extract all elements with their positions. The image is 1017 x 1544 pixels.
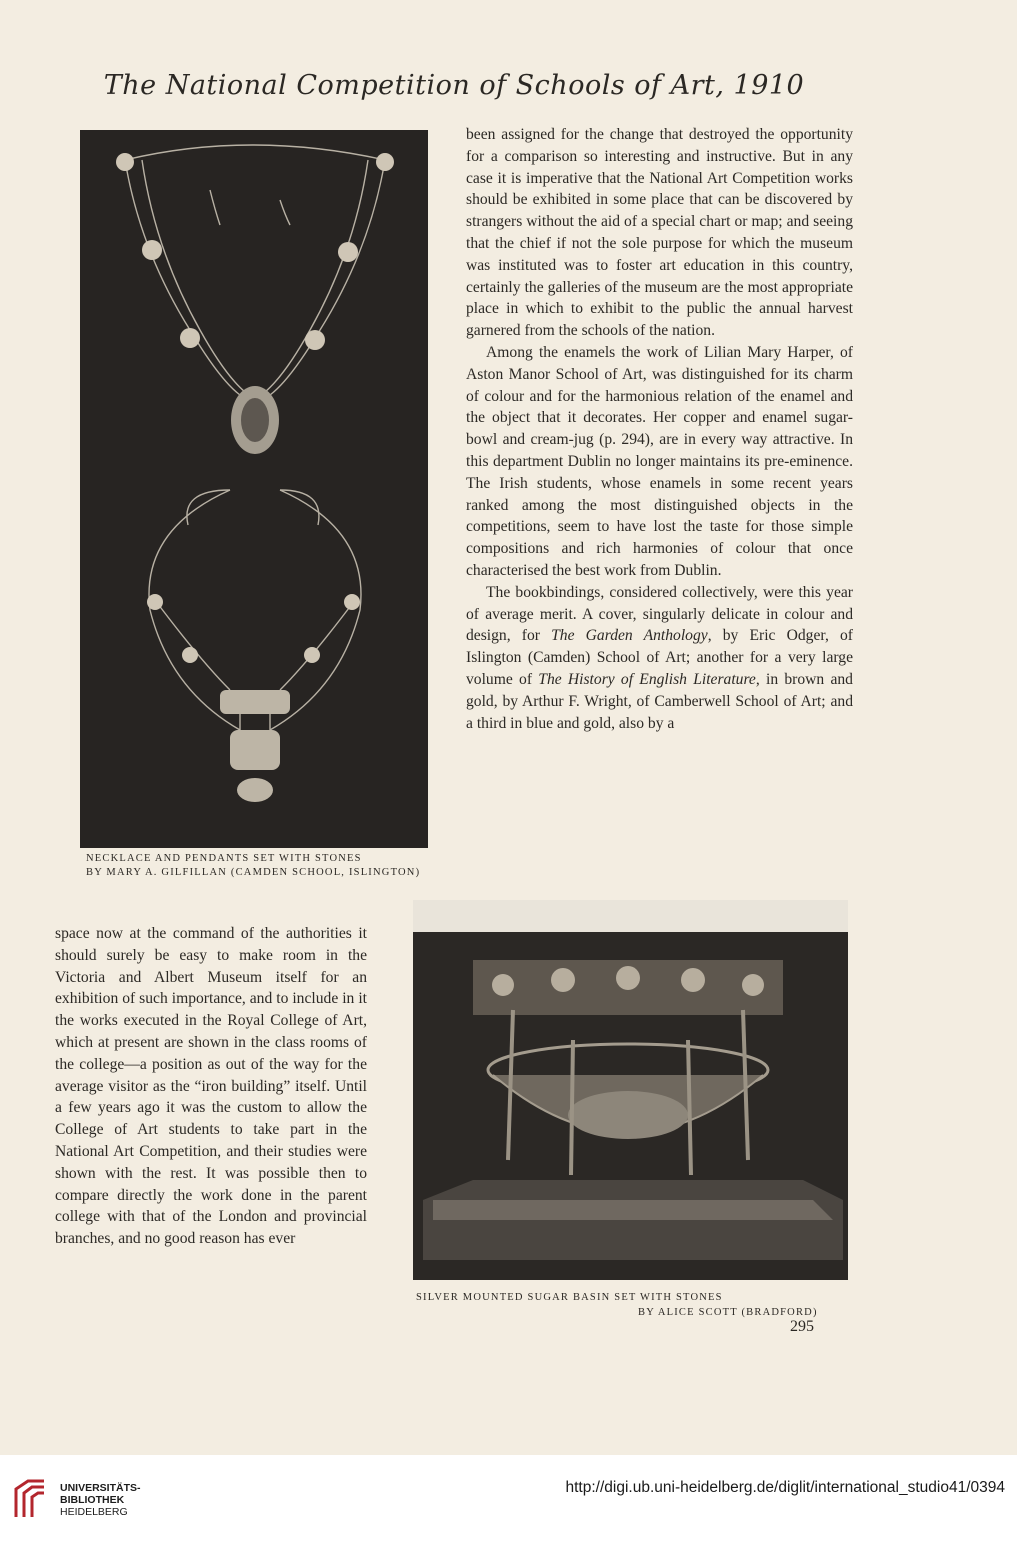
text-run: The bookbindings, considered collectively, were this year of average merit. A cover, singularly delicate in colour and design, for — [466, 583, 853, 645]
text-run: , by Eric Odger, of Islington (Camden) School of Art; another for a very large volume of — [466, 627, 853, 688]
paragraph-bookbindings — [466, 582, 853, 735]
text-run: , in brown and gold, by Arthur F. Wright, of Camberwell School of Art; and a third in blue and gold, also by a — [466, 670, 853, 732]
running-title: The National Competition of Schools of Art, 1910 — [103, 70, 805, 101]
library-name-line2: BIBLIOTHEK — [60, 1494, 125, 1506]
library-name-line1: UNIVERSITÄTS- — [60, 1482, 141, 1494]
sugar-basin-photo — [413, 900, 848, 1280]
book-title: The Garden Anthology — [551, 627, 708, 645]
necklace-caption-line2: BY MARY A. GILFILLAN (CAMDEN SCHOOL, ISLINGTON) — [86, 867, 421, 878]
library-name-line3: HEIDELBERG — [60, 1506, 128, 1518]
page-number: 295 — [790, 1318, 814, 1335]
paragraph: space now at the command of the authorities it should surely be easy to make room in the Victoria and Albert Museum itself for an exhibition of such importance, and to include in it the works executed in the Royal College of Art, which at present are shown in the class rooms of the college—a position as out of the way for the average visitor as the “iron building” itself. Until a few years ago it was the custom to allow the College of Art students to take part in the National Art Competition, and their studies were shown with the rest. It was possible then to compare directly the work done in the parent college with that of the London and provincial branches, and no good reason has ever — [55, 925, 367, 1248]
paragraph: been assigned for the change that destroyed the opportunity for a comparison so interesting and instructive. But in any case it is imperative that the National Art Competition works should be exhibited in some place that can be discovered by strangers without the aid of a special chart or map; and seeing that the chief if not the sole purpose for which the museum was instituted was to foster art education in this country, certainly the galleries of the museum are the most appropriate place in which to exhibit to the public the annual harvest garnered from the schools of the nation. — [466, 126, 853, 340]
basin-caption-line2: BY ALICE SCOTT (BRADFORD) — [638, 1307, 818, 1318]
book-title: The History of English Literature — [538, 670, 756, 688]
paragraph: Among the enamels the work of Lilian Mary Harper, of Aston Manor School of Art, was distinguished for its charm of colour and for the harmonious relation of the enamel and the object that it decorates. Her copper and enamel sugar-bowl and cream-jug (p. 294), are in every way attractive. In this department Dublin no longer maintains its pre-eminence. The Irish students, whose enamels in some recent years ranked among the most distinguished objects in the competitions, seem to have lost the taste for those simple compositions and rich harmonies of colour that once characterised the best work from Dublin. — [466, 343, 853, 579]
left-column-text — [55, 923, 367, 1250]
necklace-caption — [86, 852, 420, 880]
source-url[interactable]: http://digi.ub.uni-heidelberg.de/diglit/international_studio41/0394 — [565, 1479, 1005, 1496]
footer-bar — [0, 1455, 1017, 1544]
necklace-photo — [80, 130, 428, 848]
right-column-text — [466, 124, 853, 734]
library-logo-icon — [10, 1477, 54, 1521]
basin-caption-line1: SILVER MOUNTED SUGAR BASIN SET WITH STONES — [416, 1292, 723, 1303]
library-name — [60, 1482, 141, 1518]
necklace-caption-line1: NECKLACE AND PENDANTS SET WITH STONES — [86, 853, 362, 864]
